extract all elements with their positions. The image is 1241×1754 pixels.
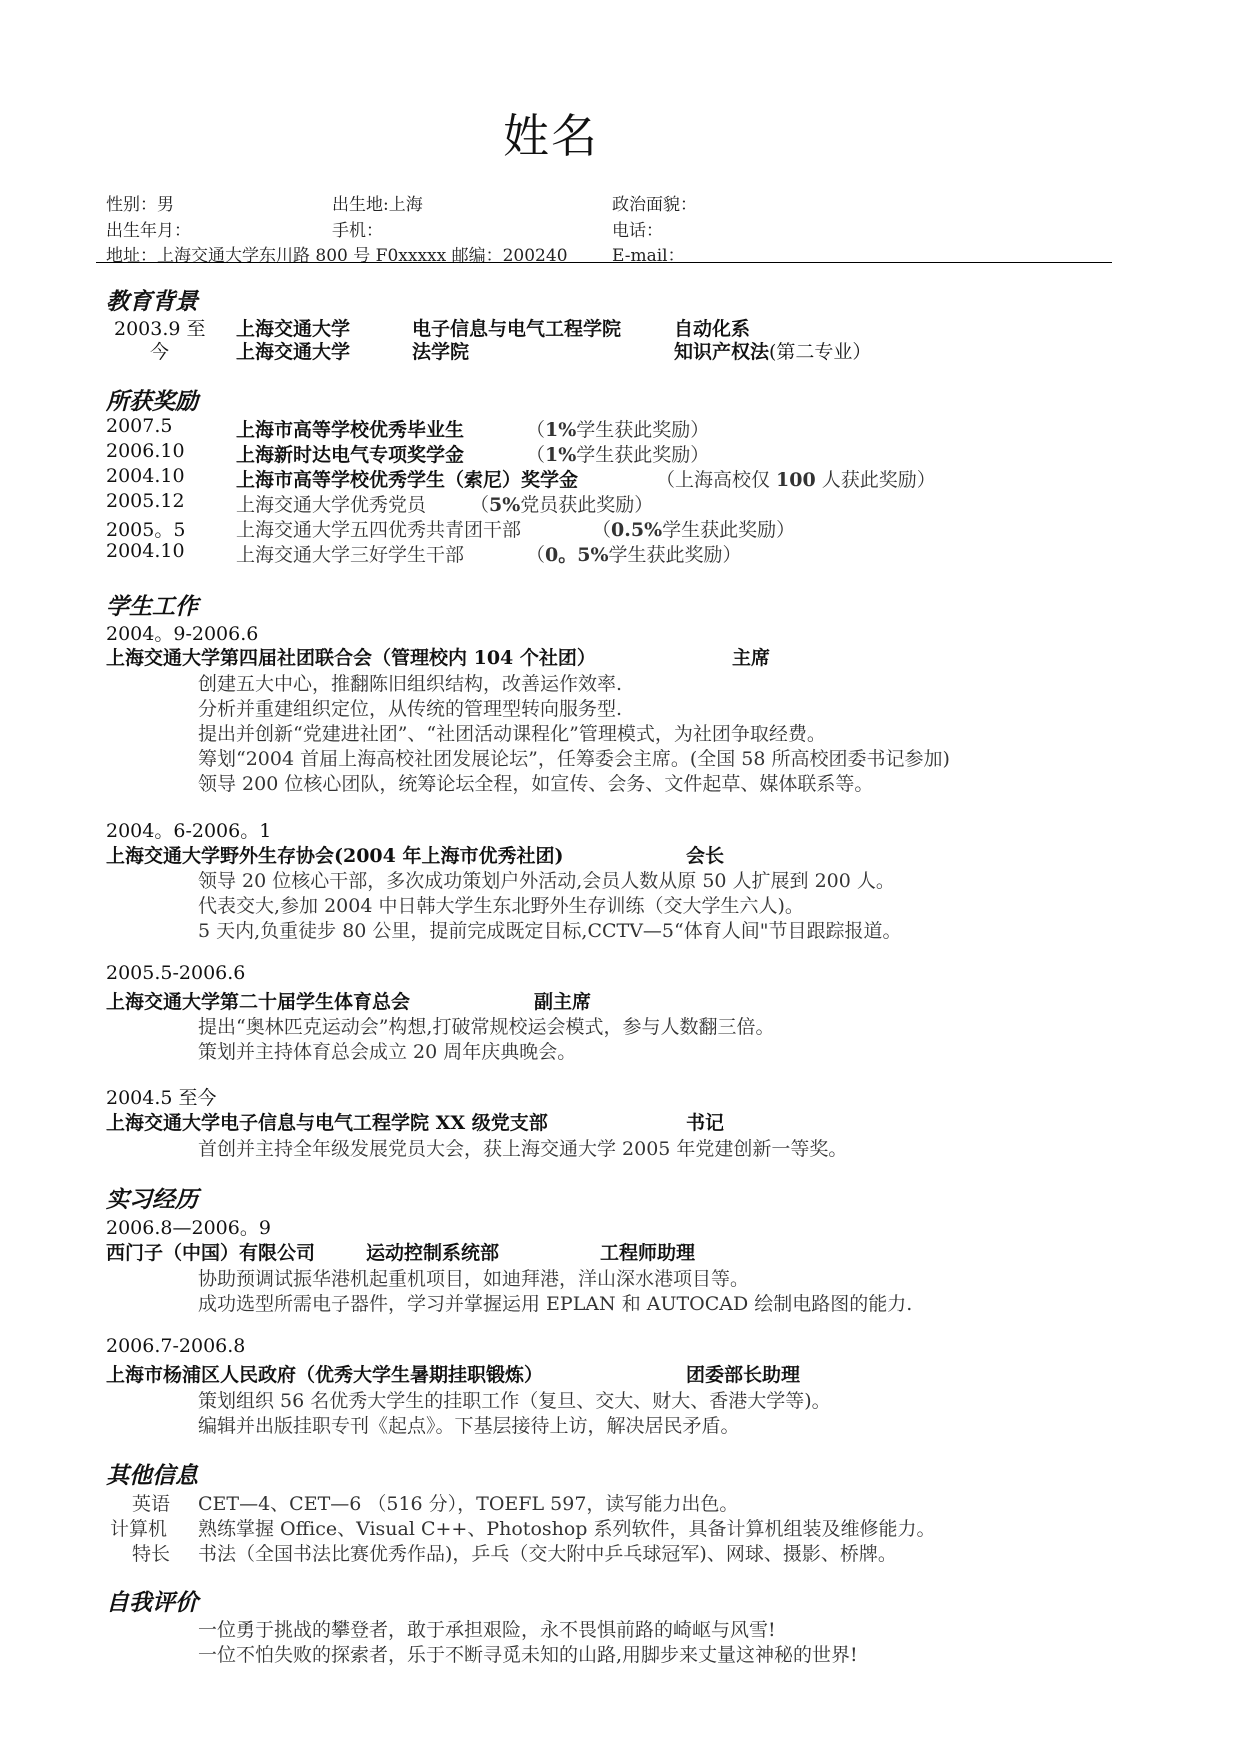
other-heading: 其他信息 xyxy=(106,1462,198,1489)
awards-heading: 所获奖励 xyxy=(106,388,198,415)
award-note xyxy=(656,465,936,492)
award-note xyxy=(526,540,742,567)
award-note-suffix: 人获此奖励） xyxy=(815,469,936,491)
work-role: 书记 xyxy=(686,1112,725,1134)
education-college: 电子信息与电气工程学院 xyxy=(412,318,622,340)
major-note: (第二专业） xyxy=(769,341,872,363)
award-note-prefix: （ xyxy=(470,494,490,516)
intern-date: 2006.7-2006.8 xyxy=(106,1335,246,1357)
intern-role: 工程师助理 xyxy=(600,1242,696,1264)
education-heading: 教育背景 xyxy=(106,288,198,315)
email-field: E-mail： xyxy=(612,246,685,266)
birthplace-field: 出生地:上海 xyxy=(332,195,423,215)
award-name: 上海市高等学校优秀毕业生 xyxy=(236,419,465,441)
education-date-cont: 今 xyxy=(150,341,170,363)
intern-org: 西门子（中国）有限公司 xyxy=(106,1242,316,1264)
intern-dept: 运动控制系统部 xyxy=(366,1242,500,1264)
award-note-value: 0。5% xyxy=(545,544,609,566)
award-date: 2004.10 xyxy=(106,465,185,487)
intern-line: 编辑并出版挂职专刊《起点》。下基层接待上访，解决居民矛盾。 xyxy=(198,1415,740,1437)
work-org: 上海交通大学野外生存协会(2004 年上海市优秀社团) xyxy=(106,845,564,867)
work-line: 领导 200 位核心团队，统筹论坛全程，如宣传、会务、文件起草、媒体联系等。 xyxy=(198,773,874,795)
award-note-prefix: （ xyxy=(592,519,612,541)
award-name: 上海新时达电气专项奖学金 xyxy=(236,444,465,466)
work-org: 上海交通大学第四届社团联合会（管理校内 104 个社团） xyxy=(106,647,596,669)
award-note-suffix: 学生获此奖励） xyxy=(576,419,710,441)
award-note-prefix: （ xyxy=(526,544,546,566)
award-note xyxy=(526,440,709,467)
intern-line: 协助预调试振华港机起重机项目，如迪拜港，洋山深水港项目等。 xyxy=(198,1268,750,1290)
work-role: 主席 xyxy=(732,647,771,669)
work-date: 2004。6-2006。1 xyxy=(106,820,272,842)
work-date: 2004.5 至今 xyxy=(106,1087,217,1109)
award-date: 2004.10 xyxy=(106,540,185,562)
work-org: 上海交通大学电子信息与电气工程学院 XX 级党支部 xyxy=(106,1112,548,1134)
intern-role: 团委部长助理 xyxy=(686,1364,801,1386)
intern-line: 成功选型所需电子器件，学习并掌握运用 EPLAN 和 AUTOCAD 绘制电路图的能力. xyxy=(198,1293,913,1315)
birth-field: 出生年月： xyxy=(106,221,191,241)
award-note-suffix: 党员获此奖励） xyxy=(520,494,654,516)
work-date: 2004。9-2006.6 xyxy=(106,623,259,645)
award-note-prefix: （ xyxy=(526,419,546,441)
work-date: 2005.5-2006.6 xyxy=(106,962,246,984)
award-name: 上海交通大学三好学生干部 xyxy=(236,544,465,566)
award-date: 2007.5 xyxy=(106,415,173,437)
award-name: 上海交通大学五四优秀共青团干部 xyxy=(236,519,522,541)
award-date: 2005。5 xyxy=(106,519,186,541)
award-date: 2005.12 xyxy=(106,490,185,512)
education-school: 上海交通大学 xyxy=(236,341,351,363)
work-line: 筹划“2004 首届上海高校社团发展论坛”，任筹委会主席。(全国 58 所高校团委书记参加) xyxy=(198,748,950,770)
intern-date: 2006.8—2006。9 xyxy=(106,1217,271,1239)
award-name: 上海交通大学优秀党员 xyxy=(236,494,427,516)
self-eval-line: 一位不怕失败的探索者，乐于不断寻觅未知的山路,用脚步来丈量这神秘的世界! xyxy=(198,1644,858,1666)
work-role: 会长 xyxy=(686,845,725,867)
work-line: 策划并主持体育总会成立 20 周年庆典晚会。 xyxy=(198,1041,577,1063)
work-line: 提出并创新“党建进社团”、“社团活动课程化”管理模式，为社团争取经费。 xyxy=(198,723,826,745)
work-line: 首创并主持全年级发展党员大会，获上海交通大学 2005 年党建创新一等奖。 xyxy=(198,1138,848,1160)
award-note-prefix: （ xyxy=(526,444,546,466)
work-line: 代表交大,参加 2004 中日韩大学生东北野外生存训练（交大学生六人)。 xyxy=(198,895,804,917)
political-field: 政治面貌： xyxy=(612,195,697,215)
award-note-value: 1% xyxy=(545,444,577,466)
award-note xyxy=(470,490,653,517)
other-text: 熟练掌握 Office、Visual C++、Photoshop 系列软件，具备计算机组装及维修能力。 xyxy=(198,1518,936,1540)
award-note-suffix: 学生获此奖励） xyxy=(576,444,710,466)
work-line: 5 天内,负重徒步 80 公里，提前完成既定目标,CCTV—5“体育人间"节目跟踪报道。 xyxy=(198,920,902,942)
mobile-field: 手机： xyxy=(332,221,383,241)
award-note-value: 0.5% xyxy=(611,519,663,541)
award-note-value: 1% xyxy=(545,419,577,441)
major-name: 知识产权法 xyxy=(674,341,770,363)
award-name: 上海市高等学校优秀学生（索尼）奖学金 xyxy=(236,469,579,491)
work-line: 提出“奥林匹克运动会”构想,打破常规校运会模式，参与人数翻三倍。 xyxy=(198,1016,775,1038)
phone-field: 电话： xyxy=(612,221,663,241)
internship-heading: 实习经历 xyxy=(106,1186,198,1213)
other-text: 书法（全国书法比赛优秀作品)，乒乓（交大附中乒乓球冠军)、网球、摄影、桥牌。 xyxy=(198,1543,897,1565)
award-note-prefix: （上海高校仅 xyxy=(656,469,777,491)
gender-field: 性别：男 xyxy=(106,195,174,215)
other-label: 英语 xyxy=(132,1493,171,1515)
work-role: 副主席 xyxy=(534,991,592,1013)
address-field: 地址：上海交通大学东川路 800 号 F0xxxxx 邮编：200240 xyxy=(106,246,568,266)
education-major xyxy=(674,337,871,364)
self-eval-line: 一位勇于挑战的攀登者，敢于承担艰险，永不畏惧前路的崎岖与风雪! xyxy=(198,1619,776,1641)
award-date: 2006.10 xyxy=(106,440,185,462)
other-text: CET—4、CET—6 （516 分），TOEFL 597，读写能力出色。 xyxy=(198,1493,739,1515)
other-label: 特长 xyxy=(132,1543,171,1565)
student-work-heading: 学生工作 xyxy=(106,593,198,620)
other-label: 计算机 xyxy=(110,1518,168,1540)
intern-org: 上海市杨浦区人民政府（优秀大学生暑期挂职锻炼） xyxy=(106,1364,544,1386)
work-line: 创建五大中心，推翻陈旧组织结构，改善运作效率. xyxy=(198,673,623,695)
work-line: 分析并重建组织定位，从传统的管理型转向服务型. xyxy=(198,698,623,720)
award-note-suffix: 学生获此奖励） xyxy=(662,519,796,541)
work-line: 领导 20 位核心干部，多次成功策划户外活动,会员人数从原 50 人扩展到 200 人。 xyxy=(198,870,895,892)
education-date: 2003.9 至 xyxy=(114,318,206,340)
award-note-value: 100 xyxy=(776,469,816,491)
award-note-suffix: 学生获此奖励） xyxy=(608,544,742,566)
award-note-value: 5% xyxy=(489,494,521,516)
education-major: 自动化系 xyxy=(674,318,751,340)
resume-name: 姓名 xyxy=(503,109,599,163)
education-school: 上海交通大学 xyxy=(236,318,351,340)
intern-line: 策划组织 56 名优秀大学生的挂职工作（复旦、交大、财大、香港大学等)。 xyxy=(198,1390,831,1412)
award-note xyxy=(592,515,795,542)
work-org: 上海交通大学第二十届学生体育总会 xyxy=(106,991,411,1013)
header-divider xyxy=(96,262,1112,263)
education-college: 法学院 xyxy=(412,341,470,363)
self-eval-heading: 自我评价 xyxy=(106,1589,198,1616)
award-note xyxy=(526,415,709,442)
